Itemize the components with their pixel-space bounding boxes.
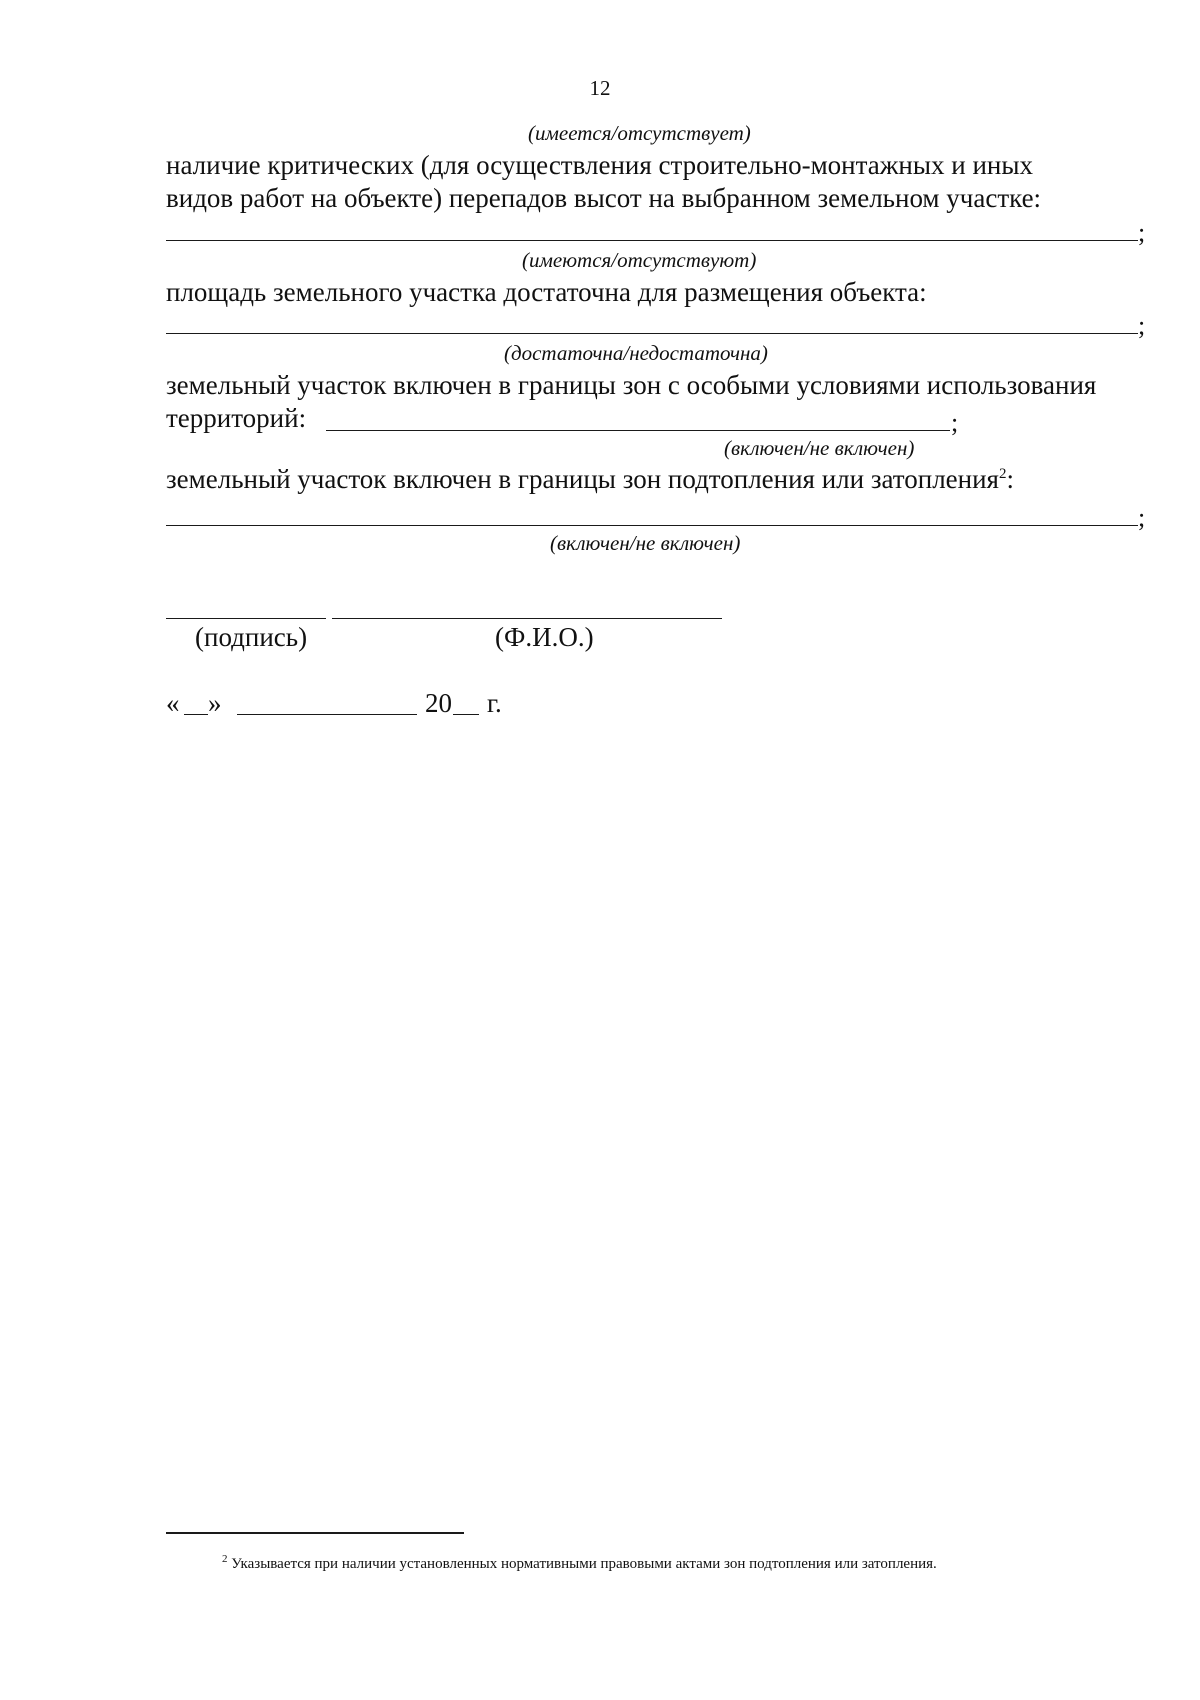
caption-flood-zones: (включен/не включен) [550,531,741,555]
caption-area: (достаточна/недостаточна) [504,341,768,365]
elevation-text-line-2: видов работ на объекте) перепадов высот на выбранном земельном участке: [166,183,1042,213]
flood-zones-blank-line[interactable] [166,525,1138,526]
date-day-blank[interactable] [184,714,208,715]
flood-zones-semicolon: ; [1138,503,1146,532]
special-zones-text-line-1: земельный участок включен в границы зон с особыми условиями использования [166,370,1097,400]
special-zones-label: территорий: [166,403,307,433]
flood-zones-text-main: земельный участок включен в границы зон подтопления или затопления [166,464,999,494]
footnote-separator [166,1532,464,1534]
date-open-quote: « [166,688,180,718]
date-year-blank[interactable] [453,714,479,715]
caption-elevation: (имеются/отсутствуют) [522,248,757,272]
page-number: 12 [589,76,611,100]
caption-present-absent: (имеется/отсутствует) [528,121,751,145]
full-name-blank-line[interactable] [332,618,722,619]
special-zones-blank-line[interactable] [326,430,950,431]
elevation-blank-line[interactable] [166,240,1138,241]
caption-special-zones: (включен/не включен) [724,436,915,460]
signature-label: (подпись) [195,622,308,652]
footnote-text: Указывается при наличии установленных нормативными правовыми актами зон подтопления или затопления. [231,1556,937,1572]
area-blank-line[interactable] [166,333,1138,334]
full-name-label: (Ф.И.О.) [495,622,594,652]
footnote [222,1553,937,1573]
area-sufficient-text: площадь земельного участка достаточна для размещения объекта: [166,277,927,307]
special-zones-semicolon: ; [951,408,959,437]
signature-blank-line[interactable] [166,618,326,619]
footnote-mark: 2 [222,1553,228,1565]
date-year-prefix: 20 [425,688,452,718]
flood-zones-text [166,466,1014,493]
date-close-quote: » [208,688,222,718]
date-month-blank[interactable] [237,714,417,715]
elevation-text-line-1: наличие критических (для осуществления строительно-монтажных и иных [166,150,1033,180]
footnote-reference: 2 [998,466,1007,482]
elevation-semicolon: ; [1138,218,1146,247]
date-year-suffix: г. [487,688,502,718]
area-semicolon: ; [1138,311,1146,340]
flood-zones-colon: : [1006,464,1014,494]
